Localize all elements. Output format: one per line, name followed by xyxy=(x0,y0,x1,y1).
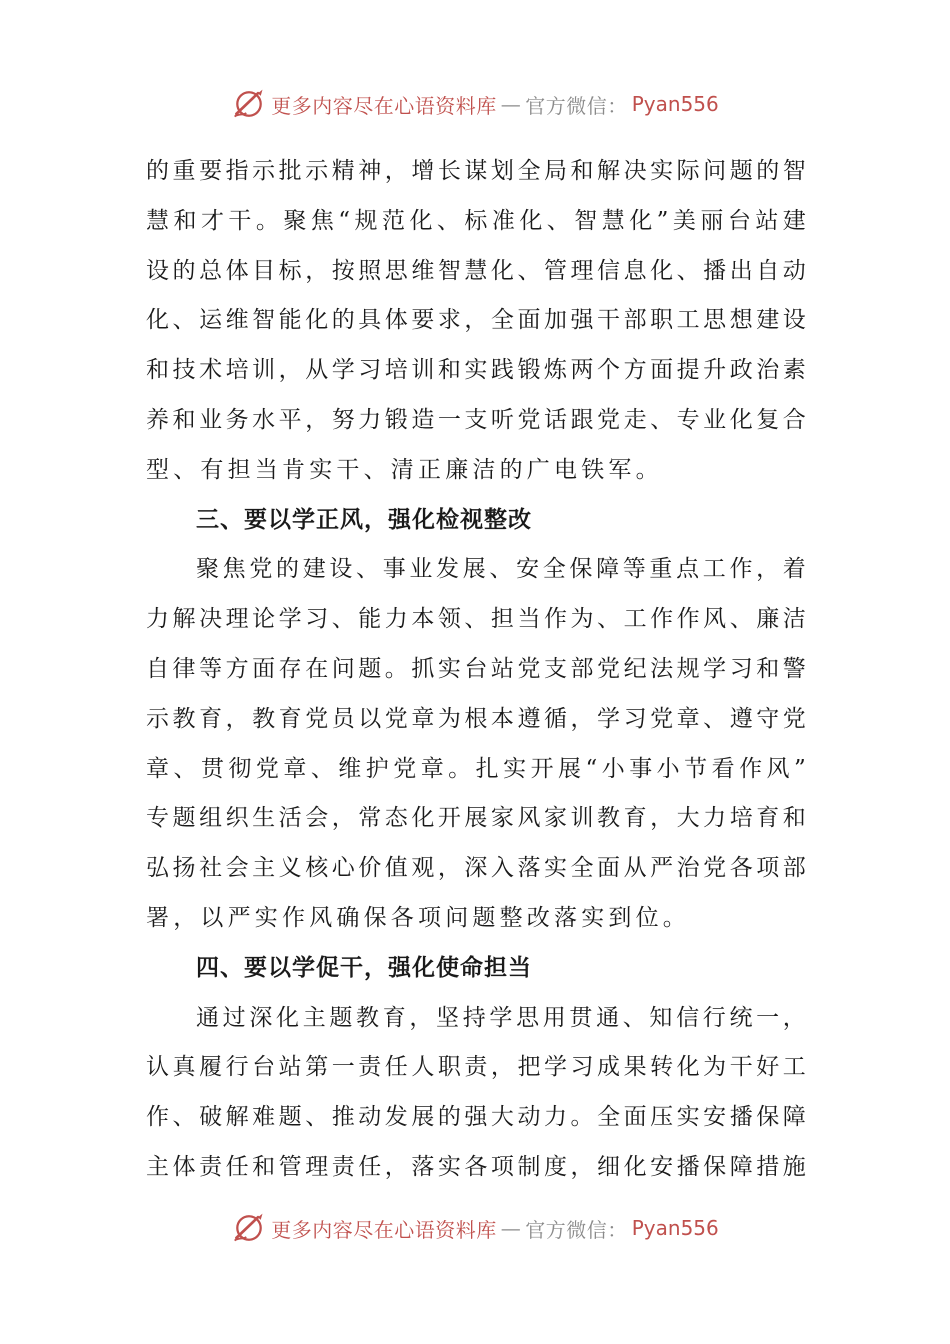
watermark-official-label: 官方微信： xyxy=(525,93,628,118)
text-line: 慧 和 才 干 。 聚 焦 “ 规 范 化 、 标 准 化 、 智 慧 化 ” 美 丽 台 站 建 xyxy=(146,207,806,234)
text-line: 弘 扬 社 会 主 义 核 心 价 值 观 ， 深 入 落 实 全 面 从 严 治 党 各 项 部 xyxy=(146,855,806,882)
watermark-official-label: 官方微信： xyxy=(525,1217,628,1242)
section-heading: 四、要以学促干，强化使命担当 xyxy=(196,954,532,981)
text-line: 示 教 育 ， 教 育 党 员 以 党 章 为 根 本 遵 循 ， 学 习 党 章 、 遵 守 党 xyxy=(146,705,806,732)
text-line: 和 技 术 培 训 ， 从 学 习 培 训 和 实 践 锻 炼 两 个 方 面 提 升 政 治 素 xyxy=(146,357,806,384)
pen-logo-icon xyxy=(231,1210,267,1246)
text-line: 专 题 组 织 生 活 会 ， 常 态 化 开 展 家 风 家 训 教 育 ， 大 力 培 育 和 xyxy=(146,805,806,832)
watermark-wechat-id: Pyan556 xyxy=(631,92,719,116)
text-line: 养 和 业 务 水 平 ， 努 力 锻 造 一 支 听 党 话 跟 党 走 、 专 业 化 复 合 xyxy=(146,406,806,433)
document-body xyxy=(146,147,806,1193)
text-line: 型、有担当肯实干、清正廉洁的广电铁军。 xyxy=(146,456,663,483)
text-line: 聚 焦 党 的 建 设 、 事 业 发 展 、 安 全 保 障 等 重 点 工 作 ， 着 xyxy=(196,556,806,583)
watermark-dash: — xyxy=(500,92,522,116)
text-line: 通 过 深 化 主 题 教 育 ， 坚 持 学 思 用 贯 通 、 知 信 行 统 一 ， xyxy=(196,1004,806,1031)
text-line: 的 重 要 指 示 批 示 精 神 ， 增 长 谋 划 全 局 和 解 决 实 际 问 题 的 智 xyxy=(146,158,806,184)
text-line: 设 的 总 体 目 标 ， 按 照 思 维 智 慧 化 、 管 理 信 息 化 、 播 出 自 动 xyxy=(146,257,806,284)
header-watermark xyxy=(0,84,950,124)
text-line: 化 、 运 维 智 能 化 的 具 体 要 求 ， 全 面 加 强 干 部 职 工 思 想 建 设 xyxy=(146,307,806,334)
text-line: 主 体 责 任 和 管 理 责 任 ， 落 实 各 项 制 度 ， 细 化 安 播 保 障 措 施 xyxy=(146,1153,806,1180)
watermark-dash: — xyxy=(500,1216,522,1240)
text-line: 力 解 决 理 论 学 习 、 能 力 本 领 、 担 当 作 为 、 工 作 作 风 、 廉 洁 xyxy=(146,606,806,633)
watermark-wechat-id: Pyan556 xyxy=(631,1216,719,1240)
section-heading: 三、要以学正风，强化检视整改 xyxy=(196,506,532,533)
text-line: 署，以严实作风确保各项问题整改落实到位。 xyxy=(146,904,690,931)
text-line: 自 律 等 方 面 存 在 问 题 。 抓 实 台 站 党 支 部 党 纪 法 规 学 习 和 警 xyxy=(146,655,806,682)
text-line: 作 、 破 解 难 题 、 推 动 发 展 的 强 大 动 力 。 全 面 压 实 安 播 保 障 xyxy=(146,1104,806,1131)
text-line: 认 真 履 行 台 站 第 一 责 任 人 职 责 ， 把 学 习 成 果 转 化 为 干 好 工 xyxy=(146,1054,806,1081)
pen-logo-icon xyxy=(231,86,267,122)
watermark-site-text: 更多内容尽在心语资料库 xyxy=(271,1217,497,1242)
footer-watermark xyxy=(0,1208,950,1248)
watermark-site-text: 更多内容尽在心语资料库 xyxy=(271,93,497,118)
text-line: 章 、 贯 彻 党 章 、 维 护 党 章 。 扎 实 开 展 “ 小 事 小 节 看 作 风 ” xyxy=(146,755,806,782)
